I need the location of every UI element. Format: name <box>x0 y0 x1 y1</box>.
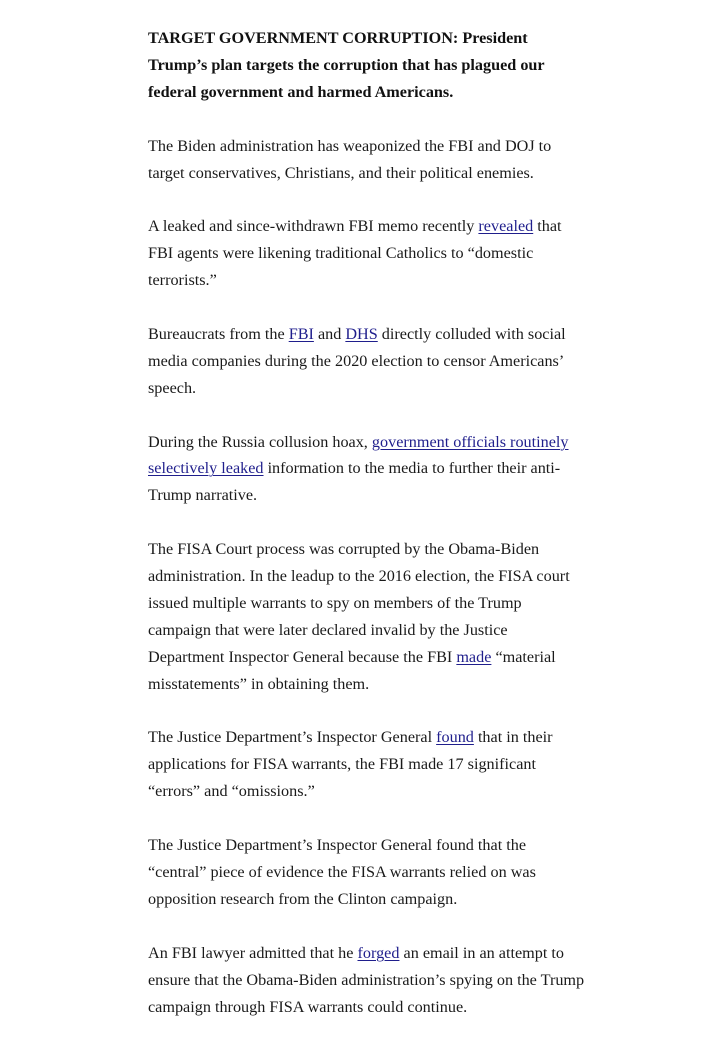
paragraph-text: The FISA Court process was corrupted by the Obama-Biden administration. In the leadup to the 2016 election, the FISA court issued multiple warrants to spy on members of the Trump campaign that were later declared invalid by the Justice Department Inspector General because the FBI <box>148 540 570 666</box>
inline-link[interactable]: revealed <box>478 217 534 236</box>
paragraph-text: The Justice Department’s Inspector General <box>148 728 437 747</box>
paragraph-list <box>148 133 588 1021</box>
inline-link[interactable]: DHS <box>345 324 378 343</box>
inline-link[interactable]: government officials routinely selectively leaked <box>148 432 569 478</box>
paragraph-text: and <box>313 324 346 343</box>
paragraph-text: A leaked and since-withdrawn FBI memo recently <box>148 217 479 236</box>
paragraph-text: The Justice Department’s Inspector General found that the “central” piece of evidence the FISA warrants relied on was opposition research from the Clinton campaign. <box>148 836 536 908</box>
paragraph <box>148 429 588 510</box>
document-body <box>148 25 588 1047</box>
inline-link[interactable]: forged <box>357 943 400 962</box>
paragraph <box>148 321 588 402</box>
paragraph-text: that in their applications for FISA warrants, the FBI made 17 significant “errors” and “omissions.” <box>148 728 553 801</box>
paragraph-text: During the Russia collusion hoax, <box>148 432 372 451</box>
paragraph-text: an email in an attempt to ensure that the Obama-Biden administration’s spying on the Trump campaign through FISA warrants could continue. <box>148 943 585 1016</box>
paragraph-text: An FBI lawyer admitted that he <box>148 943 358 962</box>
paragraph-text: that FBI agents were likening traditional Catholics to “domestic terrorists.” <box>148 217 562 290</box>
paragraph <box>148 213 588 294</box>
paragraph <box>148 724 588 805</box>
paragraph <box>148 536 588 697</box>
inline-link[interactable]: made <box>456 647 492 666</box>
inline-link[interactable]: found <box>436 728 474 747</box>
paragraph-text: The Biden administration has weaponized the FBI and DOJ to target conservatives, Christians, and their political enemies. <box>148 136 552 182</box>
paragraph-text: Bureaucrats from the <box>148 324 289 343</box>
section-heading: TARGET GOVERNMENT CORRUPTION: President Trump’s plan targets the corruption that has plagued our federal government and harmed Americans. <box>148 29 545 101</box>
paragraph-text: directly colluded with social media companies during the 2020 election to censor Americans’ speech. <box>148 324 566 397</box>
paragraph-text: information to the media to further their anti-Trump narrative. <box>148 459 561 505</box>
paragraph <box>148 940 588 1021</box>
paragraph-text: “material misstatements” in obtaining them. <box>148 647 556 693</box>
paragraph <box>148 832 588 913</box>
paragraph <box>148 133 588 187</box>
inline-link[interactable]: FBI <box>288 324 314 343</box>
